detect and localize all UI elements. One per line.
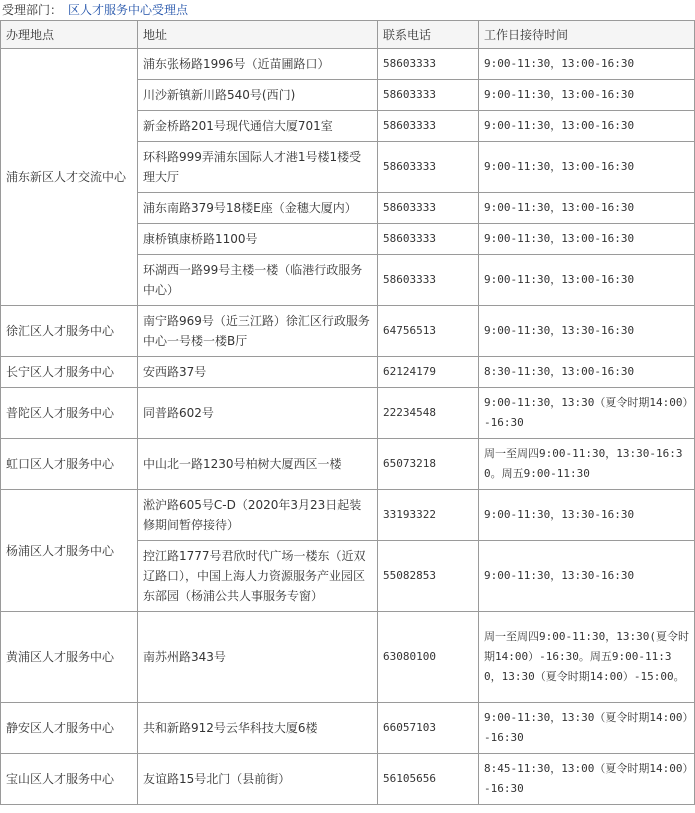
- cell-hours: 9:00-11:30，13:00-16:30: [479, 80, 695, 111]
- cell-place: 普陀区人才服务中心: [1, 388, 138, 439]
- cell-address: 控江路1777号君欣时代广场一楼东（近双辽路口），中国上海人力资源服务产业园区东部园（杨浦公共人事服务专窗）: [138, 541, 378, 612]
- cell-address: 新金桥路201号现代通信大厦701室: [138, 111, 378, 142]
- cell-place: 浦东新区人才交流中心: [1, 49, 138, 306]
- table-row: [1, 612, 695, 703]
- column-header-phone: 联系电话: [378, 21, 479, 49]
- cell-place: 静安区人才服务中心: [1, 703, 138, 754]
- cell-place: 长宁区人才服务中心: [1, 357, 138, 388]
- cell-phone: 58603333: [378, 142, 479, 193]
- table-row: [1, 357, 695, 388]
- cell-phone: 58603333: [378, 255, 479, 306]
- cell-address: 川沙新镇新川路540号(西门): [138, 80, 378, 111]
- cell-phone: 33193322: [378, 490, 479, 541]
- cell-address: 浦东南路379号18楼E座（金穗大厦内）: [138, 193, 378, 224]
- table-body: [1, 49, 695, 805]
- cell-hours: 9:00-11:30，13:30-16:30: [479, 541, 695, 612]
- cell-hours: 9:00-11:30，13:30（夏令时期14:00）-16:30: [479, 388, 695, 439]
- cell-address: 南宁路969号（近三江路）徐汇区行政服务中心一号楼一楼B厅: [138, 306, 378, 357]
- table-row: [1, 49, 695, 80]
- cell-phone: 58603333: [378, 49, 479, 80]
- cell-address: 安西路37号: [138, 357, 378, 388]
- table-row: [1, 388, 695, 439]
- department-line: [0, 0, 695, 20]
- cell-place: 虹口区人才服务中心: [1, 439, 138, 490]
- cell-address: 南苏州路343号: [138, 612, 378, 703]
- table-row: [1, 754, 695, 805]
- cell-hours: 9:00-11:30，13:00-16:30: [479, 255, 695, 306]
- cell-hours: 8:45-11:30，13:00（夏令时期14:00）-16:30: [479, 754, 695, 805]
- cell-hours: 8:30-11:30，13:00-16:30: [479, 357, 695, 388]
- cell-phone: 56105656: [378, 754, 479, 805]
- cell-phone: 55082853: [378, 541, 479, 612]
- cell-hours: 9:00-11:30，13:00-16:30: [479, 224, 695, 255]
- cell-place: 黄浦区人才服务中心: [1, 612, 138, 703]
- cell-address: 同普路602号: [138, 388, 378, 439]
- cell-hours: 9:00-11:30，13:30-16:30: [479, 490, 695, 541]
- cell-place: 徐汇区人才服务中心: [1, 306, 138, 357]
- cell-address: 浦东张杨路1996号（近苗圃路口）: [138, 49, 378, 80]
- cell-hours: 周一至周四9:00-11:30，13:30(夏令时期14:00）-16:30。周五9:00-11:30，13:30（夏令时期14:00）-15:00。: [479, 612, 695, 703]
- table-row: [1, 703, 695, 754]
- table-row: [1, 490, 695, 541]
- cell-phone: 64756513: [378, 306, 479, 357]
- cell-hours: 9:00-11:30，13:30-16:30: [479, 306, 695, 357]
- cell-hours: 9:00-11:30，13:30（夏令时期14:00）-16:30: [479, 703, 695, 754]
- cell-phone: 58603333: [378, 80, 479, 111]
- column-header-place: 办理地点: [1, 21, 138, 49]
- cell-phone: 58603333: [378, 224, 479, 255]
- cell-hours: 9:00-11:30，13:00-16:30: [479, 193, 695, 224]
- service-points-table: [0, 20, 695, 805]
- cell-address: 淞沪路605号C-D（2020年3月23日起装修期间暂停接待）: [138, 490, 378, 541]
- cell-phone: 22234548: [378, 388, 479, 439]
- cell-phone: 66057103: [378, 703, 479, 754]
- cell-phone: 58603333: [378, 111, 479, 142]
- department-label: 受理部门：: [2, 3, 63, 17]
- cell-address: 环湖西一路99号主楼一楼（临港行政服务中心）: [138, 255, 378, 306]
- cell-phone: 63080100: [378, 612, 479, 703]
- cell-phone: 58603333: [378, 193, 479, 224]
- cell-address: 共和新路912号云华科技大厦6楼: [138, 703, 378, 754]
- table-row: [1, 306, 695, 357]
- department-value: 区人才服务中心受理点: [68, 3, 189, 17]
- cell-phone: 62124179: [378, 357, 479, 388]
- column-header-address: 地址: [138, 21, 378, 49]
- cell-hours: 9:00-11:30，13:00-16:30: [479, 49, 695, 80]
- cell-phone: 65073218: [378, 439, 479, 490]
- cell-hours: 周一至周四9:00-11:30，13:30-16:30。周五9:00-11:30: [479, 439, 695, 490]
- table-header-row: [1, 21, 695, 49]
- cell-place: 宝山区人才服务中心: [1, 754, 138, 805]
- cell-hours: 9:00-11:30，13:00-16:30: [479, 111, 695, 142]
- cell-address: 友谊路15号北门（县前街）: [138, 754, 378, 805]
- cell-place: 杨浦区人才服务中心: [1, 490, 138, 612]
- cell-address: 康桥镇康桥路1100号: [138, 224, 378, 255]
- cell-address: 环科路999弄浦东国际人才港1号楼1楼受理大厅: [138, 142, 378, 193]
- column-header-hours: 工作日接待时间: [479, 21, 695, 49]
- cell-address: 中山北一路1230号柏树大厦西区一楼: [138, 439, 378, 490]
- table-row: [1, 439, 695, 490]
- cell-hours: 9:00-11:30，13:00-16:30: [479, 142, 695, 193]
